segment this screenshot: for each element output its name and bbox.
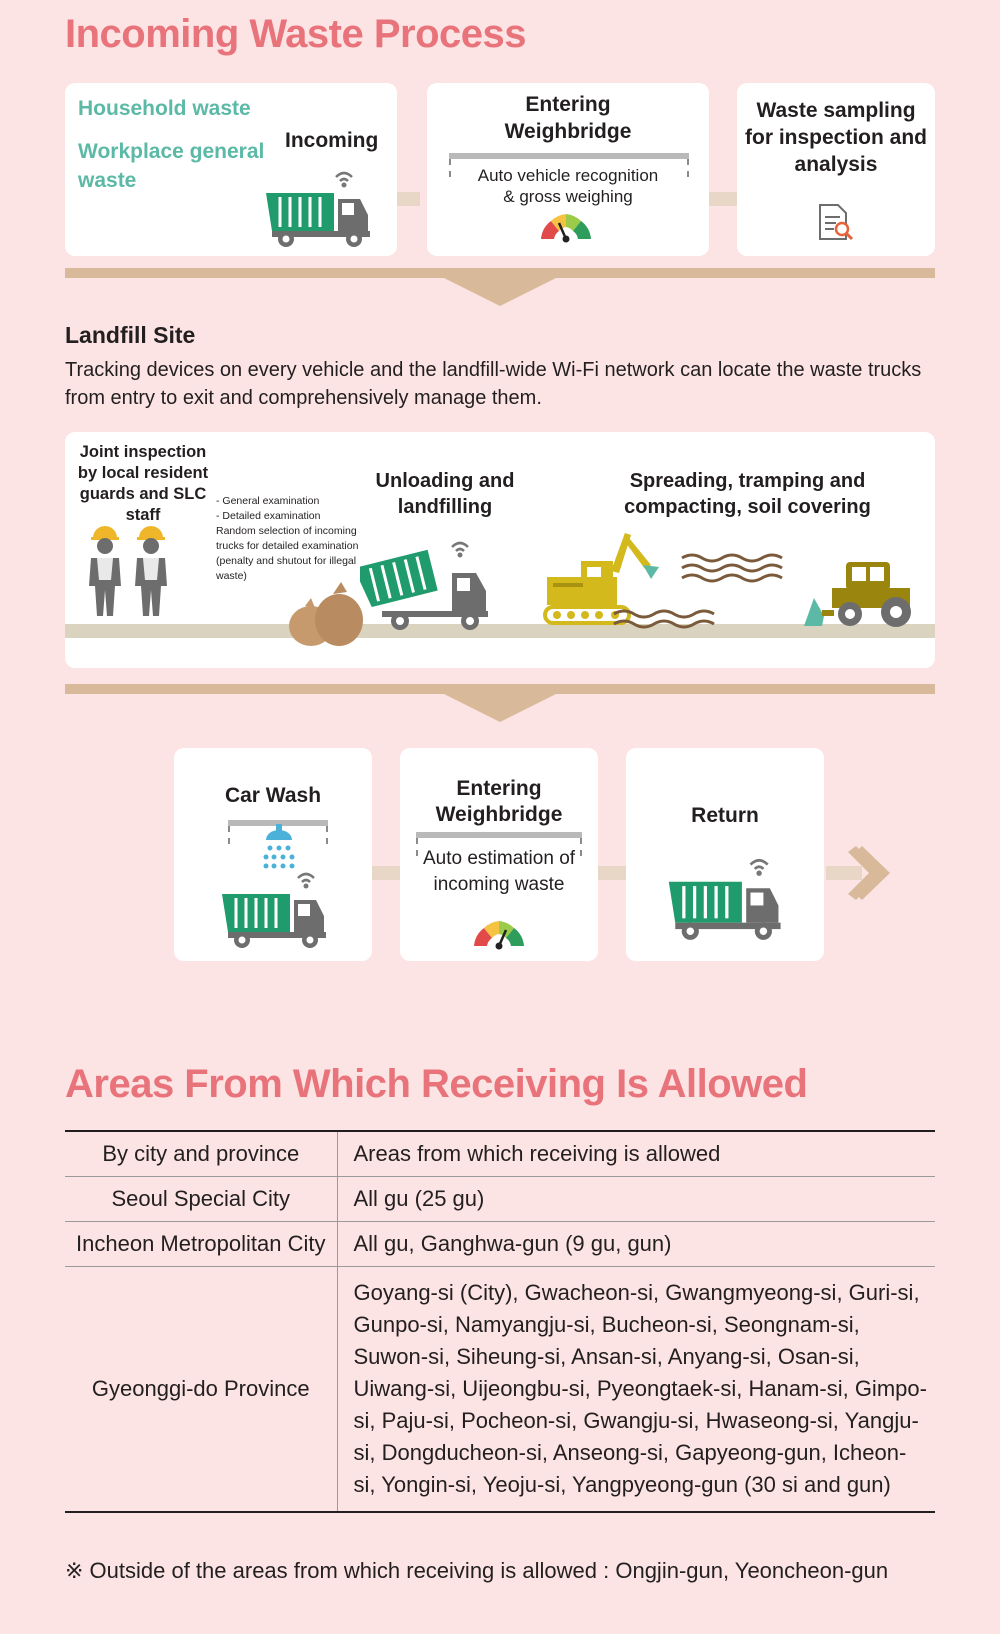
areas-table — [65, 1130, 935, 1513]
table-cell-areas: All gu (25 gu) — [337, 1177, 935, 1222]
down-arrow-icon — [440, 692, 560, 722]
unloading-label: Unloading and landfilling — [375, 470, 515, 518]
table-header-cell: By city and province — [65, 1131, 337, 1177]
weighbridge-out-title: Entering Weighbridge — [435, 777, 563, 826]
garbage-truck-icon — [664, 856, 794, 942]
table-row — [65, 1267, 935, 1513]
card-car-wash — [174, 748, 372, 961]
connector — [596, 866, 626, 880]
table-header-cell: Areas from which receiving is allowed — [337, 1131, 935, 1177]
waste-bags-icon — [285, 572, 365, 648]
gauge-icon — [470, 918, 528, 950]
weighbridge-in-desc: Auto vehicle recognition & gross weighing — [477, 166, 659, 206]
weighbridge-out-desc: Auto estimation of incoming waste — [422, 848, 576, 895]
inspectors-icon — [85, 524, 175, 616]
waste-type-household: Household waste — [78, 97, 251, 120]
card-return — [626, 748, 824, 961]
right-arrow-icon — [826, 846, 890, 900]
dash-line — [687, 159, 689, 177]
exam-note-detailed: - Detailed examination — [216, 510, 321, 522]
table-row — [65, 1177, 935, 1222]
document-search-icon — [816, 203, 856, 243]
exam-note-random: Random selection of incoming trucks for detailed examination (penalty and shutout for illegal waste) — [216, 525, 359, 582]
card-incoming — [65, 83, 397, 256]
gauge-icon — [537, 211, 595, 243]
spreading-label: Spreading, tramping and compacting, soil covering — [624, 470, 871, 518]
incoming-label: Incoming — [285, 129, 379, 152]
sampling-title: Waste sampling for inspection and analysis — [745, 99, 928, 176]
card-weighbridge-out — [400, 748, 598, 961]
landfill-title: Landfill Site — [65, 322, 196, 348]
exam-note-general: - General examination — [216, 495, 320, 507]
card-weighbridge-in — [427, 83, 709, 256]
garbage-truck-icon — [262, 169, 382, 249]
table-cell-region: Gyeonggi-do Province — [65, 1267, 337, 1513]
dash-line — [449, 159, 451, 177]
dash-line — [228, 826, 230, 844]
section-title-areas: Areas From Which Receiving Is Allowed — [65, 1062, 808, 1106]
joint-inspection-label: Joint inspection by local resident guards and SLC staff — [77, 443, 209, 524]
dump-truck-icon — [360, 537, 510, 637]
section-title-incoming: Incoming Waste Process — [65, 12, 526, 56]
connector — [372, 866, 402, 880]
landfill-description: Tracking devices on every vehicle and the landfill-wide Wi-Fi network can locate the waste trucks from entry to exit and comprehensively manage them. — [65, 359, 922, 409]
exam-notes — [216, 494, 364, 584]
table-header-row — [65, 1131, 935, 1177]
table-cell-areas: All gu, Ganghwa-gun (9 gu, gun) — [337, 1222, 935, 1267]
table-cell-areas: Goyang-si (City), Gwacheon-si, Gwangmyeong-si, Guri-si, Gunpo-si, Namyangju-si, Bucheon-si, Seongnam-si, Suwon-si, Siheung-si, Ansan-si, Anyang-si, Osan-si, Uiwang-si, Uijeongbu-si, Pyeongtaek-si, Hanam-si, Gimpo-si, Paju-si, Pocheon-si, Gwangju-si, Hwaseong-si, Yangju-si, Dongducheon-si, Anseong-si, Gapyeong-gun, Icheon-si, Yongin-si, Yeoju-si, Yangpyeong-gun (30 si and gun) — [337, 1267, 935, 1513]
table-cell-region: Seoul Special City — [65, 1177, 337, 1222]
table-cell-region: Incheon Metropolitan City — [65, 1222, 337, 1267]
garbage-truck-icon — [218, 870, 338, 950]
bulldozer-icon — [800, 558, 920, 628]
car-wash-title: Car Wash — [224, 784, 322, 807]
weighbridge-platform — [416, 832, 582, 838]
down-arrow-icon — [440, 276, 560, 306]
table-row — [65, 1222, 935, 1267]
return-title: Return — [691, 804, 759, 827]
water-spray-icon — [256, 824, 302, 870]
weighbridge-platform — [449, 153, 689, 159]
weighbridge-in-title: Entering Weighbridge — [504, 93, 632, 143]
outside-areas-note: ※ Outside of the areas from which receiving is allowed : Ongjin-gun, Yeoncheon-gun — [65, 1558, 889, 1583]
card-sampling — [737, 83, 935, 256]
waste-type-workplace: Workplace general waste — [78, 140, 265, 192]
card-landfill — [65, 432, 935, 668]
dash-line — [326, 826, 328, 844]
soil-layers-icon — [610, 552, 795, 632]
